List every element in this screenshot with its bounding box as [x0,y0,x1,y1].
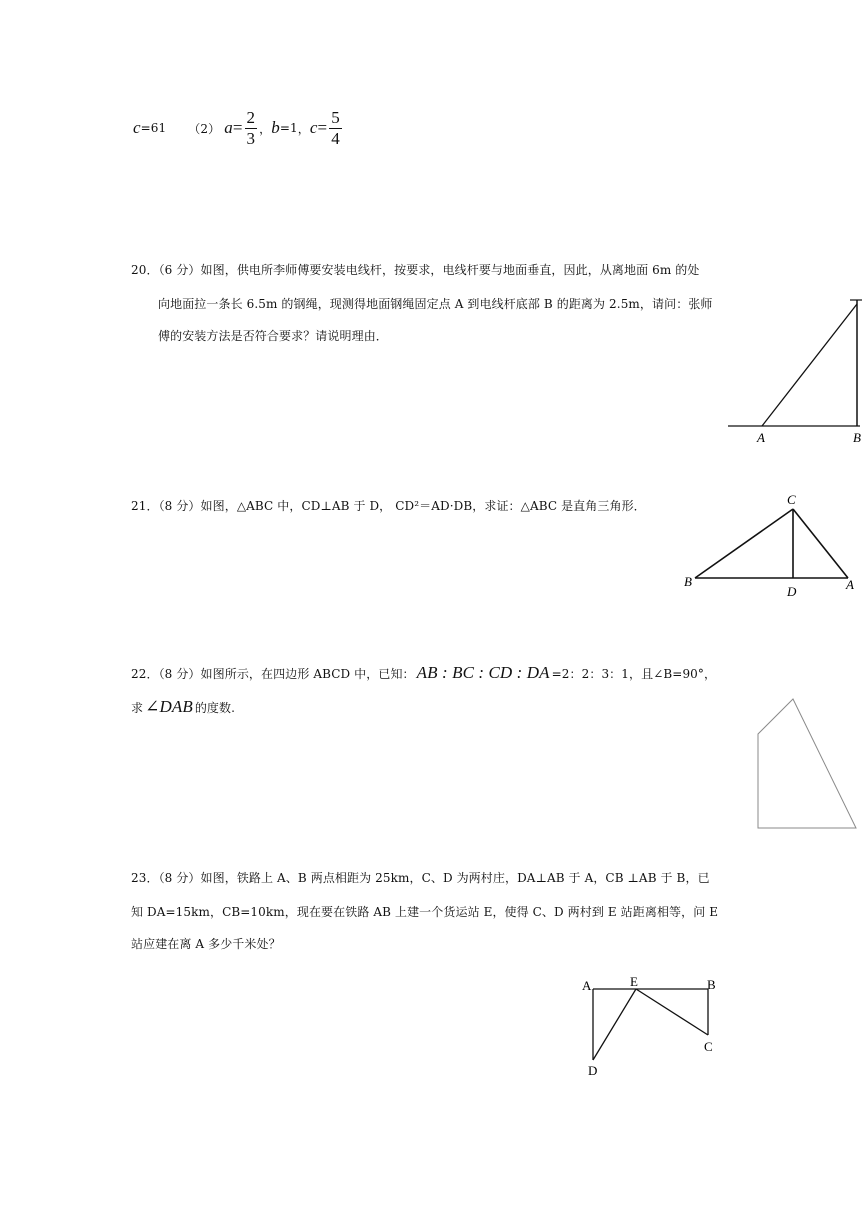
segment-ec [636,989,708,1035]
a-equals: = [232,118,243,137]
q20-label-b: B [853,430,861,445]
a-variable: a [224,118,233,137]
q22-line-2-post: 的度数. [194,700,236,715]
q22-line-1 [131,663,716,683]
quadrilateral-abcd [758,699,856,828]
q20-line-3: 傅的安装方法是否符合要求？请说明理由． [158,329,388,343]
a-numerator: 2 [246,107,256,127]
comma-2: ， [297,121,310,136]
b-variable: b [271,118,280,137]
part-two-label: （2） [188,121,221,136]
answer-line [133,106,344,150]
q22-angle-expression: ∠DAB [145,697,193,716]
segment-de [593,989,636,1060]
side-bc [695,509,793,578]
c2-equals: = [317,118,328,137]
q23-line-3: 站应建在离 A 多少千米处？ [131,937,281,951]
q21-label-c: C [787,492,796,507]
q22-line-2-pre: 求 [131,700,144,715]
q21-label-b: B [684,574,692,589]
c2-denominator: 4 [331,128,340,148]
q23-label-e: E [630,974,638,989]
c2-fraction [329,108,342,149]
q21-triangle-figure [680,490,860,600]
a-denominator: 3 [246,128,256,148]
c-variable: c [133,118,141,137]
q22-line-1-post: =2：2：3：1，且∠B=90°， [551,666,717,681]
q21-label-a: A [846,577,854,592]
q23-label-d: D [588,1063,598,1078]
q21-label-d: D [787,584,797,599]
q20-line-1: 20．（6 分）如图，供电所李师傅要安装电线杆，按要求，电线杆要与地面垂直，因此，从离地面 6m 的处 [131,263,700,277]
q23-label-b: B [707,977,716,992]
a-fraction [245,108,258,149]
q20-pole-figure [724,288,864,448]
q20-label-a: A [757,430,765,445]
b-value: =1 [279,121,298,135]
q23-line-1: 23．（8 分）如图，铁路上 A、B 两点相距为 25km，C、D 为两村庄，DA⊥AB 于 A，CB ⊥AB 于 B，已 [131,871,710,885]
cable-line [762,304,857,426]
q23-label-a: A [582,978,592,993]
q22-ratio-expression: AB : BC : CD : DA [416,663,550,682]
c2-variable: c [309,118,318,137]
q23-railway-figure [578,972,728,1082]
q22-line-2 [131,697,235,717]
q21-line-1: 21．（8 分）如图，△ABC 中，CD⊥AB 于 D， CD²＝AD·DB，求证：△ABC 是直角三角形． [131,499,646,513]
comma-1: ， [259,121,272,136]
q22-line-1-pre: 22．（8 分）如图所示，在四边形 ABCD 中，已知： [131,666,415,681]
c2-numerator: 5 [331,107,340,127]
q22-quadrilateral-figure [752,694,862,834]
q23-label-c: C [704,1039,713,1054]
c-value: =61 [140,121,167,135]
q20-line-2: 向地面拉一条长 6.5m 的钢绳，现测得地面钢绳固定点 A 到电线杆底部 B 的距离为 2.5m，请问：张师 [158,297,713,311]
q23-line-2: 知 DA=15km，CB=10km，现在要在铁路 AB 上建一个货运站 E，使得 C、D 两村到 E 站距离相等，问 E [131,905,719,919]
side-ca [793,509,848,578]
